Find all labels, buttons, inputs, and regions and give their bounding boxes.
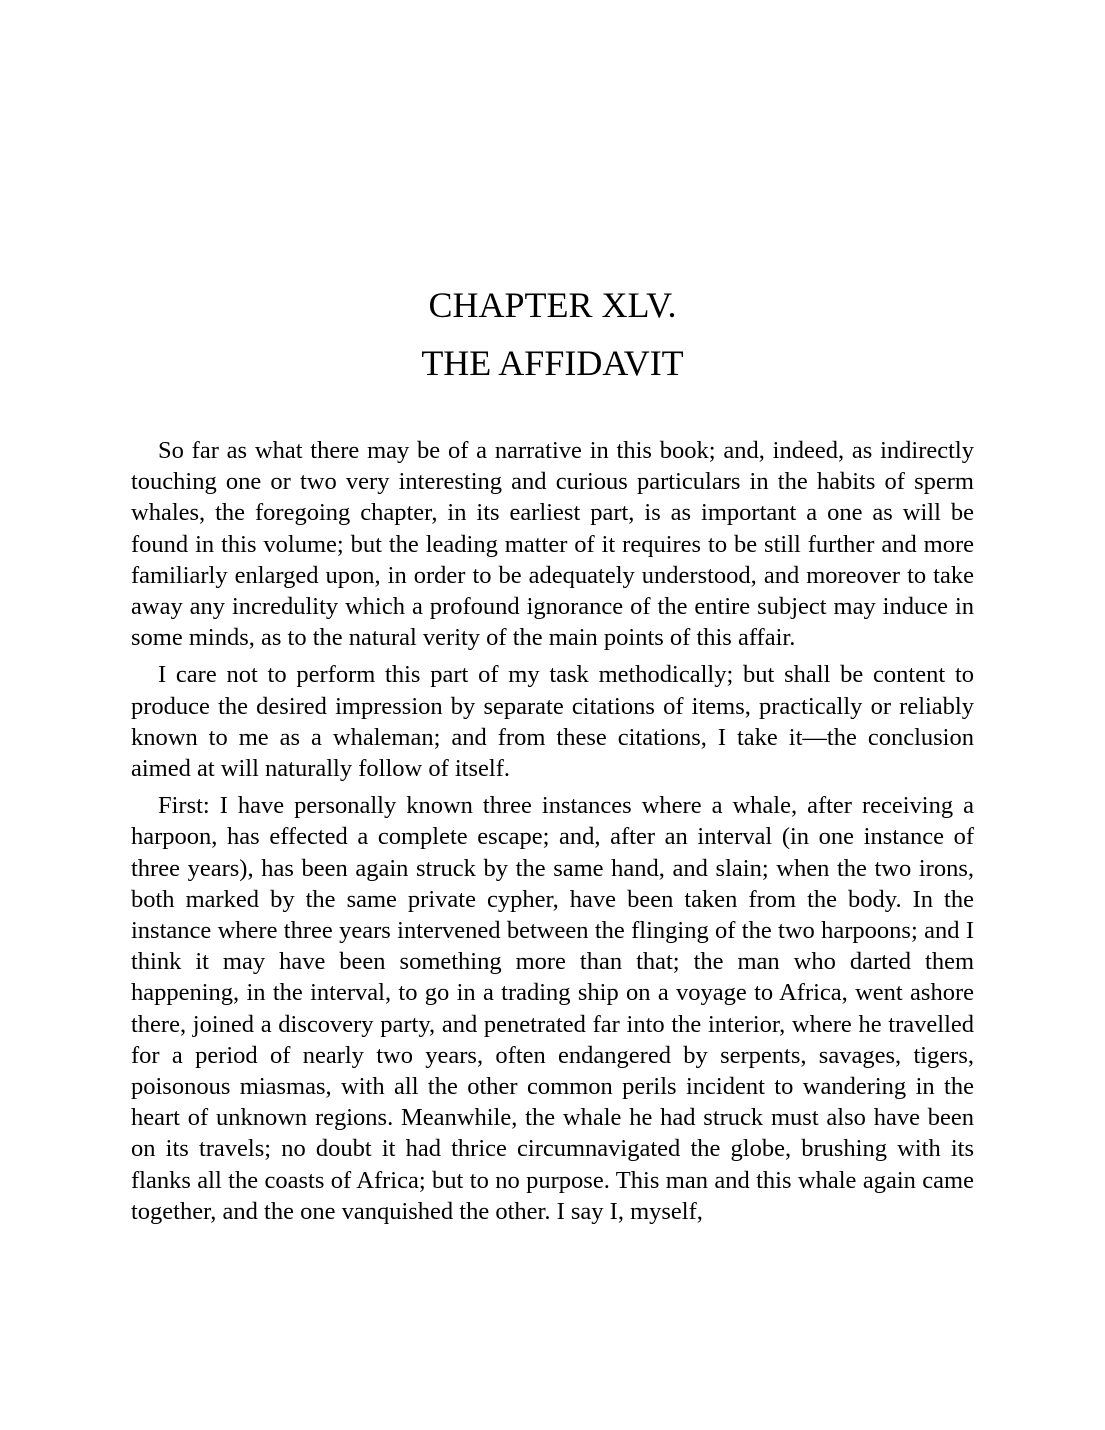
book-page — [131, 282, 974, 1233]
paragraph-1: So far as what there may be of a narrative in this book; and, indeed, as indirectly touching one or two very interesting and curious particulars in the habits of sperm whales, the foregoing chapter, in its earliest part, is as important a one as will be found in this volume; but the leading matter of it requires to be still further and more familiarly enlarged upon, in order to be adequately understood, and moreover to take away any incredulity which a profound ignorance of the entire subject may induce in some minds, as to the natural verity of the main points of this affair. — [131, 437, 974, 652]
chapter-number: CHAPTER XLV. — [428, 285, 677, 325]
paragraph-3: First: I have personally known three instances where a whale, after receiving a harpoon, has effected a complete escape; and, after an interval (in one instance of three years), has been again struck by the same hand, and slain; when the two irons, both marked by the same private cypher, have been taken from the body. In the instance where three years intervened between the flinging of the two harpoons; and I think it may have been something more than that; the man who darted them happening, in the interval, to go in a trading ship on a voyage to Africa, went ashore there, joined a discovery party, and penetrated far into the interior, where he travelled for a period of nearly two years, often endangered by serpents, savages, tigers, poisonous miasmas, with all the other common perils incident to wandering in the heart of unknown regions. Meanwhile, the whale he had struck must also have been on its travels; no doubt it had thrice circumnavigated the globe, brushing with its flanks all the coasts of Africa; but to no purpose. This man and this whale again came together, and the one vanquished the other. I say I, myself, — [131, 792, 974, 1225]
chapter-body — [131, 435, 974, 1227]
chapter-title: THE AFFIDAVIT — [421, 343, 684, 383]
paragraph-2: I care not to perform this part of my task methodically; but shall be content to produce the desired impression by separate citations of items, practically or reliably known to me as a whaleman; and from these citations, I take it—the conclusion aimed at will naturally follow of itself. — [131, 661, 974, 783]
